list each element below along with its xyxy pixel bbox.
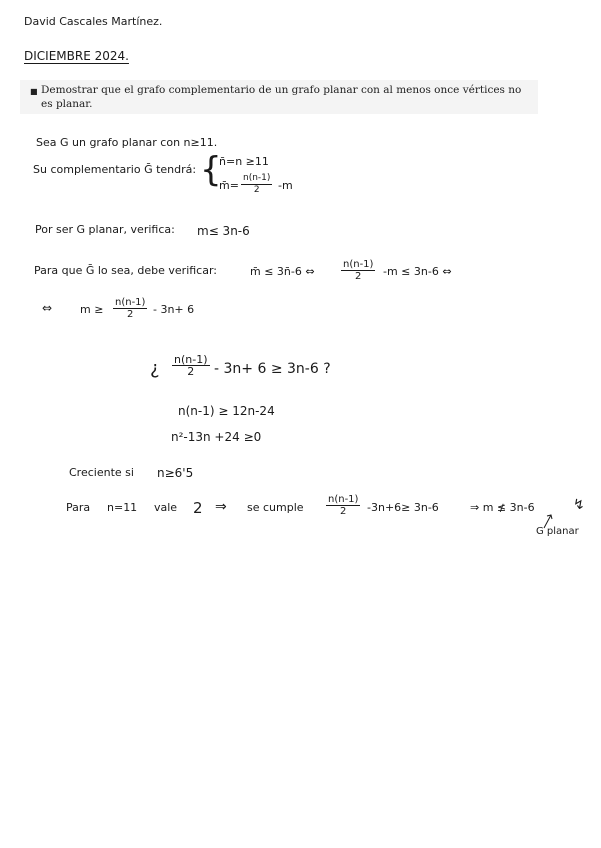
- inequality-quadratic: n²-13n +24 ≥0: [171, 430, 262, 444]
- line-sea-g: Sea G un grafo planar con n≥11.: [36, 136, 218, 149]
- line-por-ser-planar: Por ser G planar, verifica:: [35, 223, 175, 236]
- fraction-denominator: 2: [355, 271, 362, 282]
- vale-value: 2: [193, 499, 203, 517]
- creciente-condition: n≥6'5: [157, 466, 194, 480]
- question-rest: - 3n+ 6 ≥ 3n-6 ?: [214, 361, 331, 377]
- planar-inequality: m≤ 3n-6: [197, 224, 250, 238]
- fraction-denominator: 2: [340, 506, 347, 517]
- problem-statement: Demostrar que el grafo complementario de un grafo planar con al menos once vértices no es planar.: [41, 84, 522, 110]
- left-brace: {: [200, 150, 222, 190]
- fraction-numerator: n(n-1): [328, 494, 359, 505]
- case-n-bar: n̄=n ≥11: [219, 155, 269, 168]
- fraction-m-bar: [241, 173, 272, 196]
- fraction-numerator: n(n-1): [343, 259, 374, 270]
- implies-arrow: ⇒: [215, 499, 227, 515]
- fraction-denominator: 2: [187, 365, 195, 378]
- inequality-product: n(n-1) ≥ 12n-24: [178, 404, 275, 418]
- case-m-bar-lhs: m̄=: [219, 179, 239, 192]
- inequality-4a: m̄ ≤ 3n̄-6 ⇔: [250, 265, 315, 278]
- inequality-5-lhs: m ≥: [80, 303, 104, 316]
- para-n-value: n=11: [107, 501, 138, 514]
- g-planar-note: G planar: [536, 526, 579, 537]
- line-complementario: Su complementario Ḡ tendrá:: [33, 163, 197, 176]
- fraction-numerator: n(n-1): [115, 297, 146, 308]
- contradiction-statement: ⇒ m ≰ 3n-6: [470, 501, 535, 514]
- creciente-label: Creciente si: [69, 466, 134, 479]
- iff-symbol: ⇔: [42, 301, 53, 315]
- fraction-denominator: 2: [253, 185, 260, 195]
- fraction-numerator: n(n-1): [243, 173, 271, 183]
- fraction-4: [341, 259, 375, 282]
- bullet-icon: ■: [30, 87, 38, 96]
- line-para-que: Para que Ḡ lo sea, debe verificar:: [34, 264, 217, 277]
- inequality-4b: -m ≤ 3n-6 ⇔: [383, 265, 452, 278]
- vale-label: vale: [154, 501, 178, 514]
- problem-statement-box: [20, 80, 538, 114]
- case-m-bar-rhs: -m: [278, 179, 293, 192]
- fraction-final: [326, 494, 360, 517]
- date-heading: DICIEMBRE 2024.: [24, 49, 129, 63]
- se-cumple-label: se cumple: [247, 501, 304, 514]
- author-name: David Cascales Martínez.: [24, 15, 163, 28]
- question-open: ¿: [150, 358, 160, 379]
- fraction-denominator: 2: [127, 309, 134, 320]
- final-inequality: -3n+6≥ 3n-6: [367, 501, 439, 514]
- fraction-5: [113, 297, 147, 320]
- contradiction-icon: ↯: [573, 497, 585, 513]
- inequality-5-rhs: - 3n+ 6: [153, 303, 195, 316]
- para-label: Para: [66, 501, 91, 514]
- fraction-question: [172, 354, 210, 377]
- fraction-numerator: n(n-1): [174, 353, 208, 366]
